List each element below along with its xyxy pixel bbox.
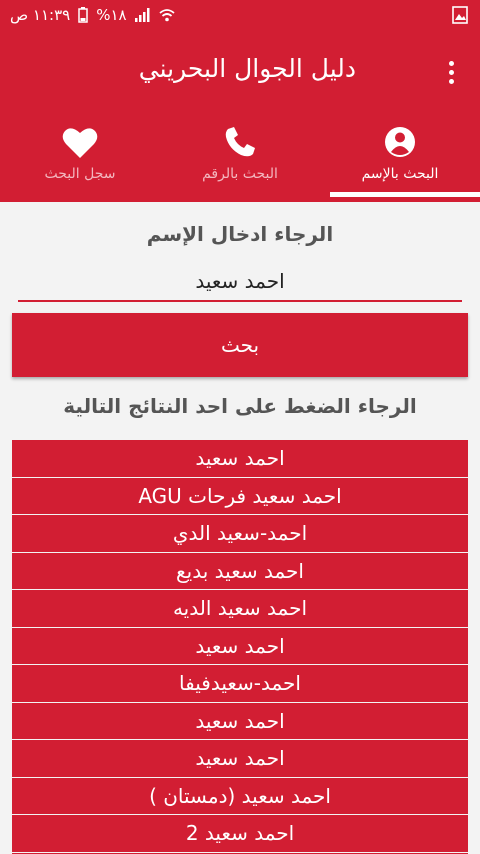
app-title: دليل الجوال البحريني [138, 54, 356, 83]
status-icons [10, 6, 175, 24]
status-bar [0, 0, 480, 32]
results-list [12, 440, 468, 854]
result-item[interactable]: احمد سعيد [12, 703, 468, 741]
tab-bar [0, 112, 480, 202]
result-item[interactable]: احمد سعيد [12, 440, 468, 478]
heart-icon [58, 122, 102, 162]
tab-label: البحث بالإسم [361, 166, 439, 182]
result-item[interactable]: احمد-سعيد الدي [12, 515, 468, 553]
phone-icon [218, 122, 262, 162]
result-item[interactable]: احمد سعيد 2 [12, 815, 468, 853]
battery-icon [78, 7, 88, 23]
tab-search-history[interactable] [0, 112, 160, 202]
search-button[interactable]: بحث [12, 313, 468, 377]
tab-label: سجل البحث [44, 166, 116, 182]
overflow-menu-icon[interactable] [436, 54, 466, 90]
result-item[interactable]: احمد سعيد [12, 740, 468, 778]
name-input[interactable] [18, 262, 462, 302]
result-item[interactable]: احمد-سعيدفيفا [12, 665, 468, 703]
gallery-notification-icon [452, 6, 468, 28]
battery-level: %١٨ [96, 6, 127, 24]
app-bar [0, 32, 480, 112]
result-item[interactable]: احمد سعيد بديع [12, 553, 468, 591]
signal-icon [135, 8, 151, 22]
result-item[interactable]: احمد سعيد الديه [12, 590, 468, 628]
result-item[interactable]: احمد سعيد [12, 628, 468, 666]
result-item[interactable]: احمد سعيد فرحات AGU [12, 478, 468, 516]
tab-search-by-name[interactable] [320, 112, 480, 202]
tab-search-by-number[interactable] [160, 112, 320, 202]
active-tab-indicator [330, 192, 480, 197]
status-time: ١١:٣٩ ص [10, 6, 71, 24]
results-prompt: الرجاء الضغط على احد النتائج التالية [63, 394, 417, 418]
result-item[interactable]: احمد سعيد (دمستان ) [12, 778, 468, 816]
wifi-icon [159, 8, 175, 22]
tab-label: البحث بالرقم [202, 166, 278, 182]
name-prompt: الرجاء ادخال الإسم [146, 222, 334, 246]
person-icon [378, 122, 422, 162]
